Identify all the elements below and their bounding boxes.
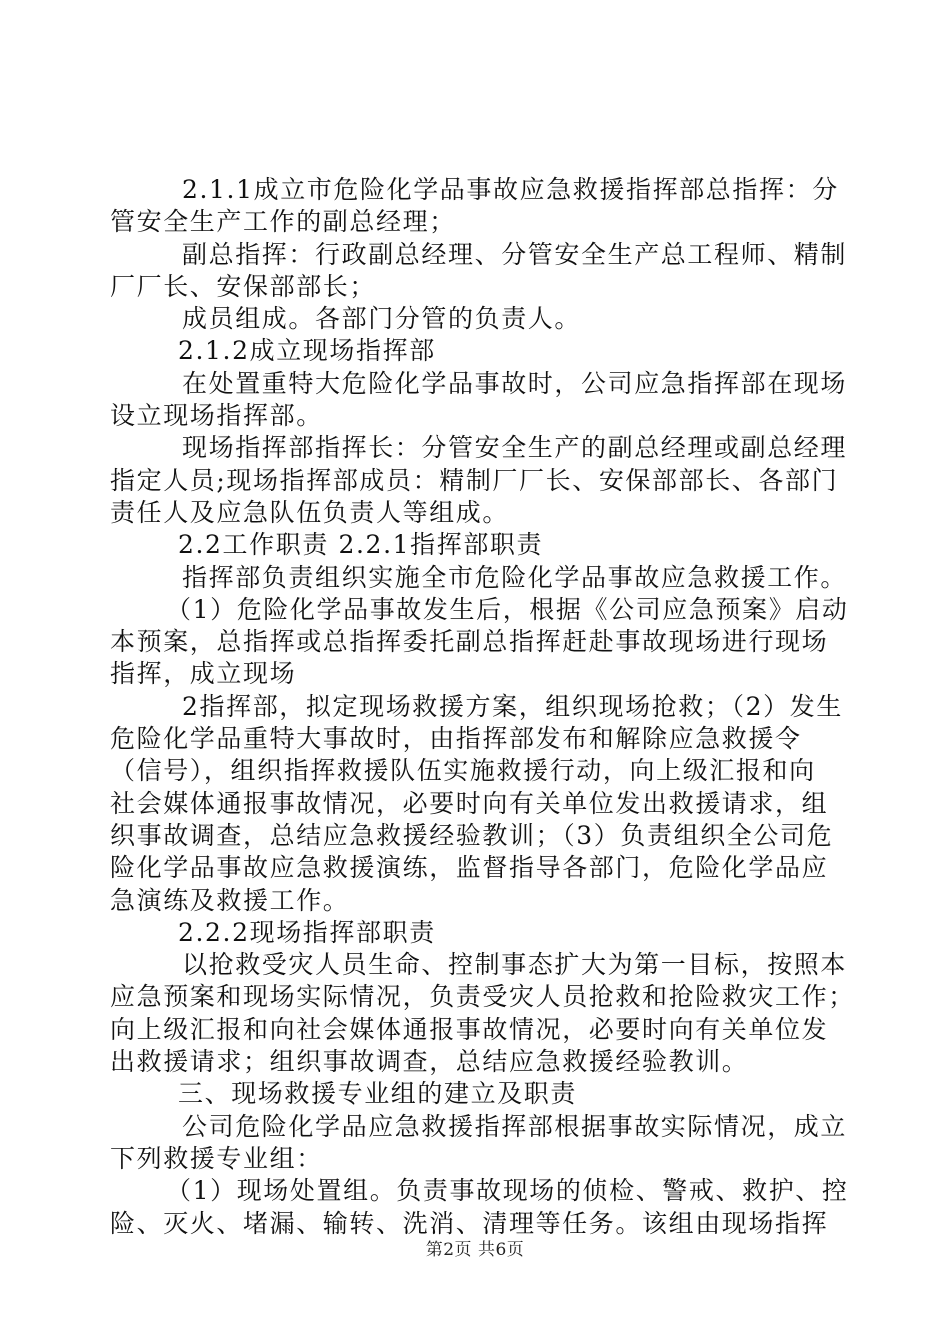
- text-line: 三、现场救援专业组的建立及职责: [178, 1079, 578, 1109]
- text-line: 险化学品事故应急救援演练，监督指导各部门，危险化学品应: [110, 853, 829, 883]
- text-line: 社会媒体通报事故情况，必要时向有关单位发出救援请求，组: [110, 788, 829, 818]
- text-line: 厂厂长、安保部部长；: [110, 271, 377, 301]
- text-line: 向上级汇报和向社会媒体通报事故情况，必要时向有关单位发: [110, 1014, 829, 1044]
- text-line: 现场指挥部指挥长：分管安全生产的副总经理或副总经理: [182, 433, 848, 463]
- text-line: 2.2.2现场指挥部职责: [178, 917, 436, 947]
- page-footer: 第2页 共6页: [425, 1240, 525, 1260]
- text-line: 指定人员;现场指挥部成员：精制厂厂长、安保部部长、各部门: [110, 465, 839, 495]
- text-line: 险、灭火、堵漏、输转、洗消、清理等任务。该组由现场指挥: [110, 1208, 829, 1238]
- text-line: 指挥，成立现场: [110, 659, 297, 689]
- text-line: 副总指挥：行政副总经理、分管安全生产总工程师、精制: [182, 239, 848, 269]
- text-line: 管安全生产工作的副总经理；: [110, 207, 456, 237]
- text-line: （信号），组织指挥救援队伍实施救援行动，向上级汇报和向: [110, 756, 816, 786]
- text-line: （1）危险化学品事故发生后，根据《公司应急预案》启动: [166, 594, 849, 624]
- text-line: 2.1.2成立现场指挥部: [178, 336, 436, 366]
- document-body: [110, 174, 855, 1240]
- text-line: 下列救援专业组：: [110, 1143, 323, 1173]
- text-line: 织事故调查，总结应急救援经验教训；（3）负责组织全公司危: [110, 820, 834, 850]
- text-line: 应急预案和现场实际情况，负责受灾人员抢救和抢险救灾工作；: [110, 982, 855, 1012]
- text-line: 责任人及应急队伍负责人等组成。: [110, 497, 510, 527]
- text-line: 指挥部负责组织实施全市危险化学品事故应急救援工作。: [182, 562, 848, 592]
- text-line: 成员组成。各部门分管的负责人。: [182, 304, 582, 334]
- text-line: 设立现场指挥部。: [110, 401, 323, 431]
- text-line: 危险化学品重特大事故时，由指挥部发布和解除应急救援令: [110, 724, 802, 754]
- text-line: 出救援请求；组织事故调查，总结应急救援经验教训。: [110, 1047, 749, 1077]
- text-line: 2指挥部，拟定现场救援方案，组织现场抢救；（2）发生: [182, 691, 843, 721]
- text-line: 急演练及救援工作。: [110, 885, 350, 915]
- text-line: （1）现场处置组。负责事故现场的侦检、警戒、救护、控: [166, 1176, 849, 1206]
- text-line: 2.2工作职责 2.2.1指挥部职责: [178, 530, 544, 560]
- text-line: 本预案，总指挥或总指挥委托副总指挥赶赴事故现场进行现场: [110, 627, 829, 657]
- text-line: 在处置重特大危险化学品事故时，公司应急指挥部在现场: [182, 368, 848, 398]
- text-line: 公司危险化学品应急救援指挥部根据事故实际情况，成立: [182, 1111, 848, 1141]
- text-line: 2.1.1成立市危险化学品事故应急救援指挥部总指挥：分: [182, 175, 839, 204]
- text-line: 以抢救受灾人员生命、控制事态扩大为第一目标，按照本: [182, 950, 848, 980]
